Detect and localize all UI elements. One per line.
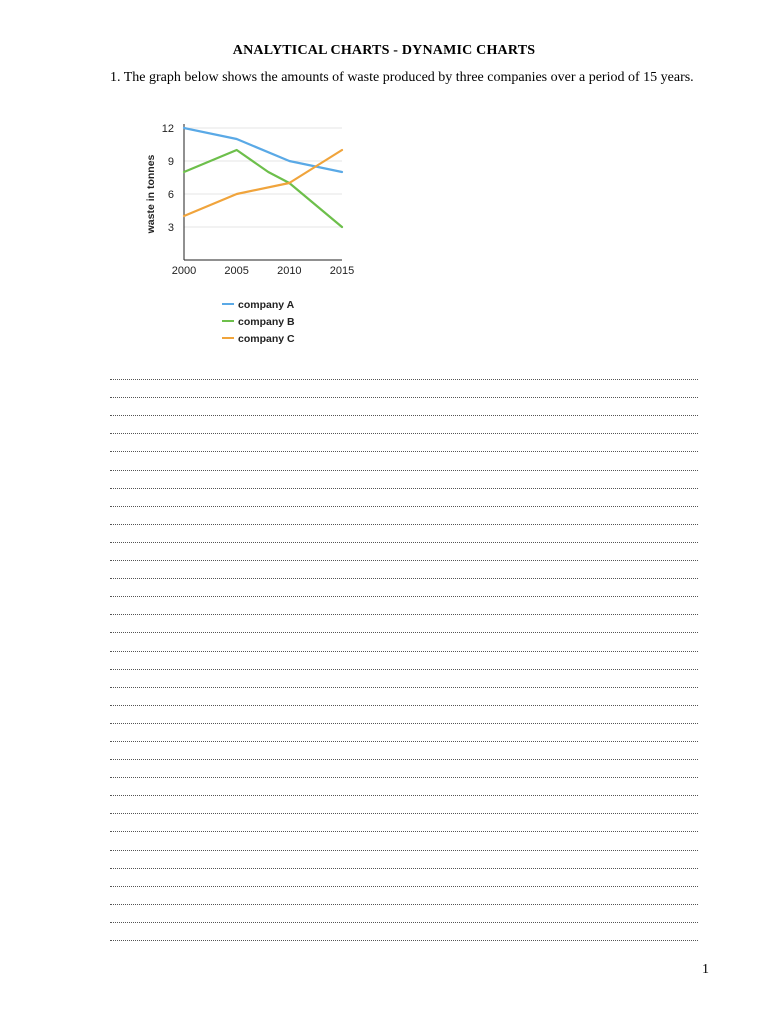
answer-line (110, 851, 698, 869)
answer-line (110, 362, 698, 380)
answer-line (110, 543, 698, 561)
answer-line (110, 814, 698, 832)
answer-line (110, 796, 698, 814)
answer-line (110, 633, 698, 651)
answer-line (110, 507, 698, 525)
answer-line (110, 923, 698, 941)
answer-line (110, 760, 698, 778)
x-tick-label: 2005 (224, 265, 249, 277)
answer-line (110, 724, 698, 742)
x-tick-label: 2000 (171, 265, 197, 277)
answer-line (110, 597, 698, 615)
y-tick-label: 9 (167, 156, 174, 168)
answer-line (110, 380, 698, 398)
y-tick-label: 6 (167, 189, 174, 201)
legend-label: company A (238, 299, 295, 311)
y-axis-label: waste in tonnes (145, 154, 157, 234)
question-text: 1. The graph below shows the amounts of waste produced by three companies over a period of 15 years. (110, 70, 694, 85)
answer-line (110, 742, 698, 760)
answer-line (110, 615, 698, 633)
answer-line (110, 398, 698, 416)
x-tick-label: 2015 (329, 265, 355, 277)
answer-line (110, 706, 698, 724)
answer-line (110, 579, 698, 597)
answer-line (110, 652, 698, 670)
legend-label: company C (238, 333, 295, 345)
legend-label: company B (238, 316, 295, 328)
answer-line (110, 489, 698, 507)
answer-lines (110, 362, 698, 941)
answer-line (110, 869, 698, 887)
answer-line (110, 778, 698, 796)
answer-line (110, 887, 698, 905)
x-tick-label: 2010 (277, 265, 302, 277)
answer-line (110, 905, 698, 923)
answer-line (110, 471, 698, 489)
y-tick-label: 12 (161, 123, 174, 135)
page-title: ANALYTICAL CHARTS - DYNAMIC CHARTS (232, 43, 536, 58)
answer-line (110, 416, 698, 434)
answer-line (110, 561, 698, 579)
answer-line (110, 688, 698, 706)
answer-line (110, 434, 698, 452)
y-tick-label: 3 (167, 222, 174, 234)
waste-line-chart (138, 112, 378, 357)
page-number: 1 (702, 962, 709, 977)
answer-line (110, 525, 698, 543)
answer-line (110, 832, 698, 850)
chart-canvas (138, 112, 378, 352)
answer-line (110, 452, 698, 470)
answer-line (110, 670, 698, 688)
